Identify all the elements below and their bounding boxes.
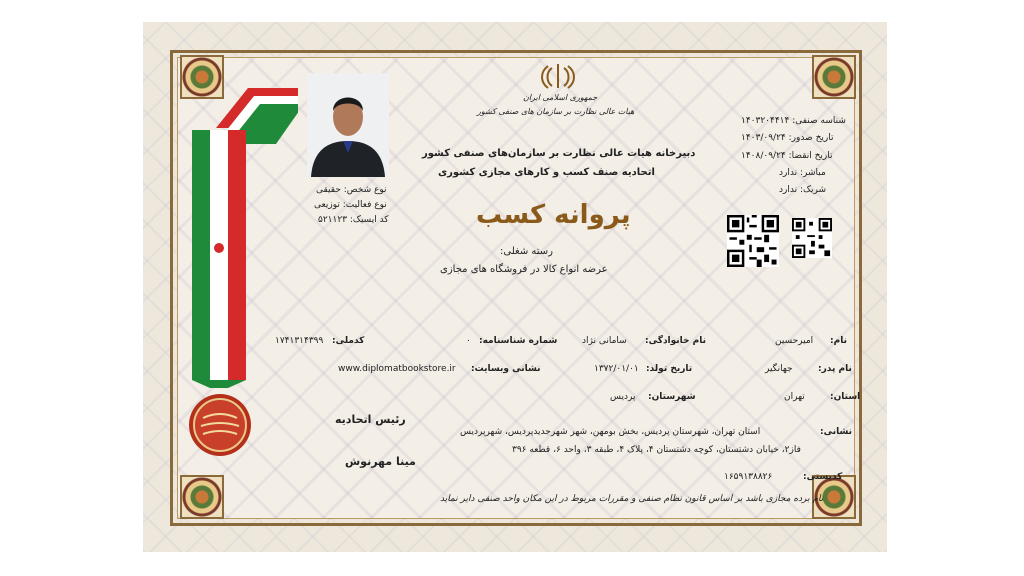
family-label: نام خانوادگی: [645, 336, 707, 346]
id-number-value: ۰ [466, 336, 471, 346]
id-number-label: شماره شناسنامه: [479, 336, 558, 346]
org-line-1: دبیرخانه هیات عالی نظارت بر سازمان‌های صنفی کشور [422, 148, 696, 159]
emblem-line-1: جمهوری اسلامی ایران [523, 93, 598, 102]
union-head-label: رئیس اتحادیه [335, 413, 406, 426]
certificate-title: پروانه کسب [476, 200, 631, 230]
national-code-value: ۱۷۴۱۳۱۴۳۹۹ [275, 336, 324, 346]
union-head-name: مینا مهرنوش [345, 455, 416, 468]
name-value: امیرحسین [775, 336, 814, 346]
ministry-seal-icon [187, 392, 253, 458]
activity-type: نوع فعالیت: توزیعی [314, 200, 387, 210]
city-value: پردیس [610, 392, 636, 402]
footer-note: نام برده مجازی باشد بر اساس قانون نظام صنفی و مقررات مربوط در این مکان واحد صنفی دایر نماید [440, 494, 824, 504]
trade-id: شناسه صنفی: ۱۴۰۳۲۰۴۴۱۴ [741, 116, 846, 126]
operator: مباشر: ندارد [779, 168, 826, 178]
father-label: نام پدر: [818, 364, 852, 374]
iran-emblem-icon [540, 62, 576, 90]
name-label: نام: [830, 336, 847, 346]
birth-date-label: تاریخ تولد: [646, 364, 693, 374]
national-code-label: کدملی: [332, 336, 365, 346]
person-type: نوع شخص: حقیقی [316, 185, 387, 195]
postal-code-value: ۱۶۵۹۱۳۸۸۲۶ [724, 472, 773, 482]
family-value: سامانی نژاد [582, 336, 627, 346]
org-line-2: اتحادیه صنف کسب و کارهای مجازی کشوری [438, 167, 655, 178]
qr-code-small-icon [792, 218, 832, 258]
corner-ornament-top-right [812, 55, 856, 99]
province-value: تهران [784, 392, 805, 402]
city-label: شهرستان: [648, 392, 696, 402]
postal-code-label: کدپستی: [803, 472, 843, 482]
partner: شریک: ندارد [779, 185, 827, 195]
website-value: www.diplomatbookstore.ir [338, 364, 456, 374]
business-field-label: رسته شغلی: [500, 246, 553, 257]
father-value: جهانگیر [765, 364, 793, 374]
holder-photo [307, 73, 389, 177]
birth-date-value: ۱۳۷۲/۰۱/۰۱ [594, 364, 639, 374]
business-field-value: عرضه انواع کالا در فروشگاه های مجازی [440, 264, 608, 275]
expiry-date: تاریخ انقضا: ۱۴۰۸/۰۹/۲۴ [741, 151, 833, 161]
issue-date: تاریخ صدور: ۱۴۰۳/۰۹/۲۴ [741, 133, 834, 143]
website-label: نشانی وبسایت: [471, 364, 541, 374]
emblem-line-2: هیات عالی نظارت بر سازمان های صنفی کشور [477, 107, 635, 116]
address-line-1: استان تهران، شهرستان پردیس، بخش بومهن، شهر شهرجدیدپردیس، شهرپردیس [460, 427, 761, 437]
isic-code: کد ایسیک: ۵۲۱۱۲۳ [318, 215, 389, 225]
corner-ornament-bottom-left [180, 475, 224, 519]
province-label: استان: [830, 392, 861, 402]
address-line-2: فاز۲، خیابان دشتستان، کوچه دشتستان ۴، پلاک ۴، طبقه ۳، واحد ۶، قطعه ۳۹۶ [512, 445, 801, 455]
qr-code-large-icon [727, 215, 779, 267]
address-label: نشانی: [820, 427, 853, 437]
